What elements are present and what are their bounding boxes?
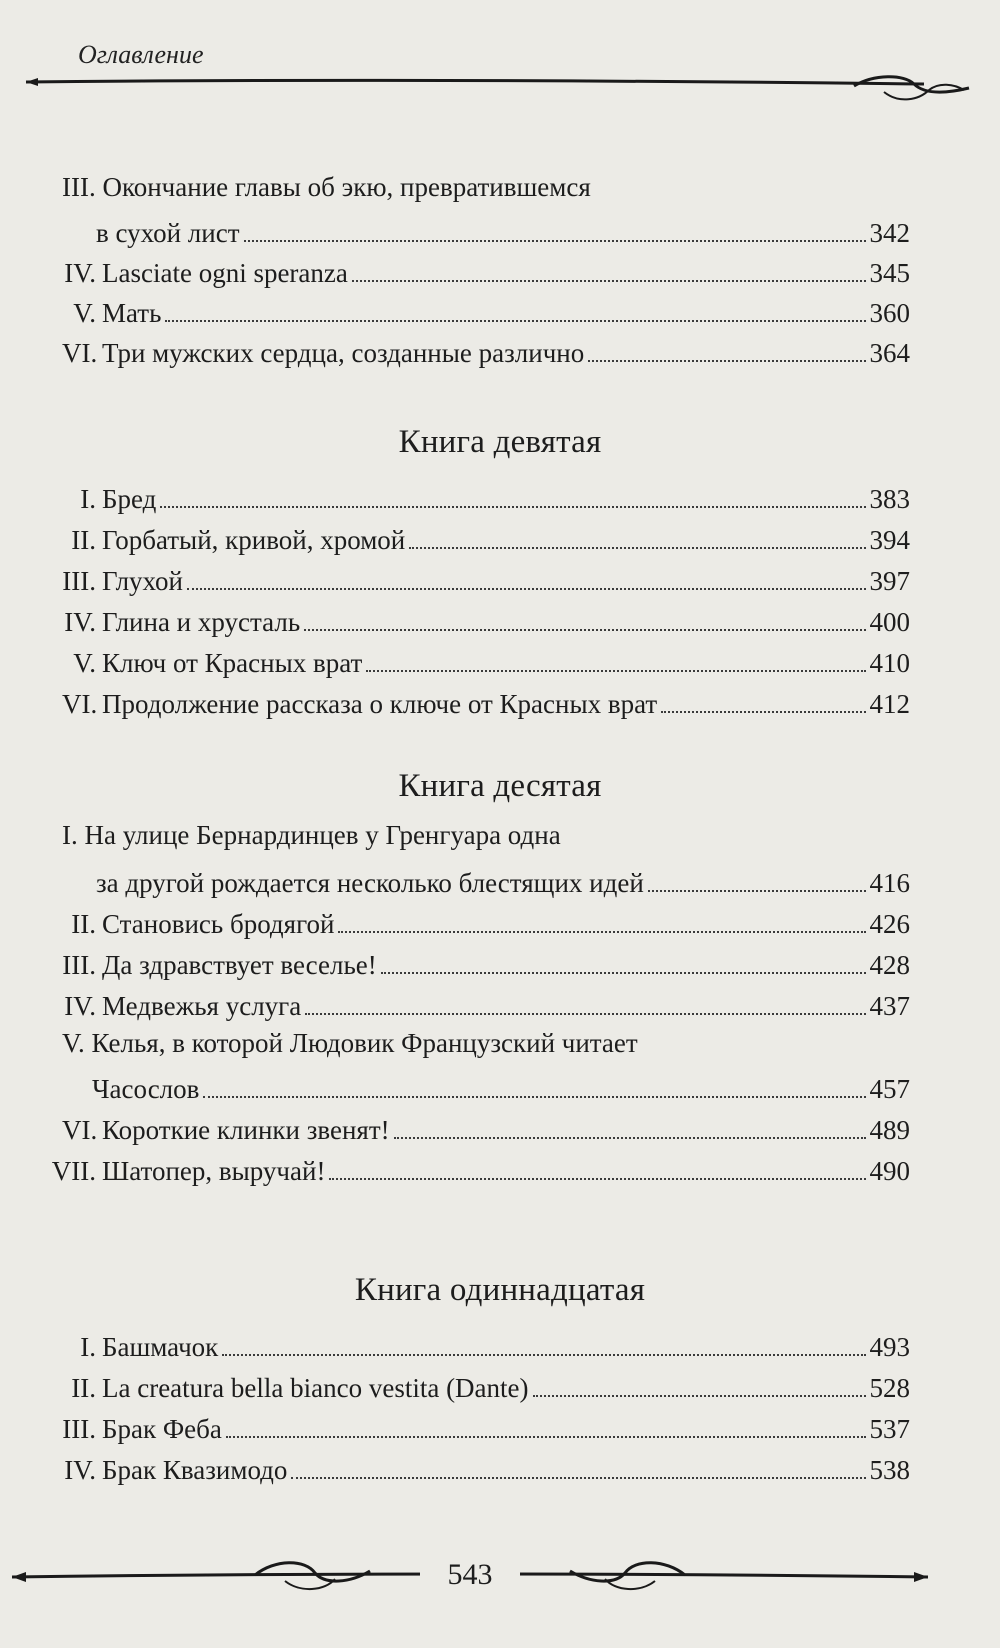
chapter-number: IV.: [64, 258, 96, 288]
dot-leader: [329, 1177, 865, 1180]
toc-entry[interactable]: [62, 946, 910, 982]
dot-leader: [533, 1394, 866, 1397]
chapter-title: за другой рождается несколько блестящих идей: [96, 868, 644, 898]
chapter-number: I.: [80, 1332, 96, 1362]
dot-leader: [304, 628, 865, 631]
dot-leader: [291, 1476, 865, 1479]
toc-entry[interactable]: [52, 1410, 910, 1446]
chapter-title: Короткие клинки звенят!: [102, 1115, 390, 1145]
chapter-title: Становись бродягой: [102, 909, 335, 939]
chapter-number: V.: [73, 648, 96, 678]
chapter-title: Бред: [102, 484, 157, 514]
page-ref: 400: [869, 607, 910, 637]
chapter-title: Глухой: [102, 566, 183, 596]
dot-leader: [366, 669, 865, 672]
page-ref: 360: [869, 298, 910, 328]
page-ref: 416: [869, 868, 910, 898]
toc-entry[interactable]: [62, 334, 910, 370]
dot-leader: [160, 505, 865, 508]
toc-entry[interactable]: [48, 1152, 910, 1188]
toc-entry[interactable]: [62, 603, 910, 639]
dot-leader: [187, 587, 866, 590]
chapter-number: IV.: [64, 991, 96, 1021]
page-ref: 528: [869, 1373, 910, 1403]
dot-leader: [203, 1095, 865, 1098]
chapter-number: VI.: [62, 1115, 98, 1145]
book-title: Книга девятая: [398, 424, 602, 460]
running-head: Оглавление: [78, 40, 204, 69]
toc-entry[interactable]: [62, 1369, 910, 1405]
toc-entry[interactable]: [62, 1111, 910, 1147]
chapter-number: III.: [62, 950, 96, 980]
chapter-number: V.: [73, 298, 96, 328]
chapter-title: Lasciate ogni speranza: [102, 258, 348, 288]
dot-leader: [588, 359, 865, 362]
page-ref: 489: [869, 1115, 910, 1145]
chapter-title: Брак Феба: [102, 1414, 222, 1444]
toc-entry[interactable]: [62, 685, 910, 721]
dot-leader: [394, 1136, 866, 1139]
toc-entry[interactable]: [62, 294, 910, 330]
page-ref: 537: [869, 1414, 910, 1444]
toc-entry[interactable]: [62, 987, 910, 1023]
dot-leader: [244, 239, 866, 242]
toc-entry[interactable]: [62, 644, 910, 680]
page-ref: 457: [869, 1074, 910, 1104]
page-ref: 383: [869, 484, 910, 514]
dot-leader: [222, 1353, 865, 1356]
toc-entry[interactable]: [62, 254, 910, 290]
page-ref: 397: [869, 566, 910, 596]
chapter-title: Три мужских сердца, созданные различно: [102, 338, 585, 368]
chapter-number: II.: [71, 525, 96, 555]
chapter-number: III.: [62, 566, 96, 596]
chapter-title: Мать: [102, 298, 162, 328]
chapter-title: Брак Квазимодо: [102, 1455, 288, 1485]
chapter-number: II.: [71, 909, 96, 939]
chapter-title: Часослов: [92, 1074, 200, 1104]
chapter-number: IV.: [64, 1455, 96, 1485]
chapter-title: Башмачок: [102, 1332, 219, 1362]
toc-entry[interactable]: [52, 1451, 910, 1487]
book-title: Книга десятая: [398, 768, 602, 804]
chapter-title: Продолжение рассказа о ключе от Красных врат: [102, 689, 658, 719]
chapter-title: Да здравствует веселье!: [102, 950, 377, 980]
page-ref: 426: [869, 909, 910, 939]
dot-leader: [409, 546, 865, 549]
page-ref: 342: [869, 218, 910, 248]
page-number: 543: [420, 1558, 520, 1592]
toc-entry[interactable]: [62, 1328, 910, 1364]
chapter-title: Медвежья услуга: [102, 991, 302, 1021]
toc-entry-line1: [62, 820, 561, 851]
page-ref: 394: [869, 525, 910, 555]
chapter-title: La creatura bella bianco vestita (Dante): [102, 1373, 529, 1403]
book-title: Книга одиннадцатая: [354, 1272, 646, 1308]
chapter-number: IV.: [64, 607, 96, 637]
dot-leader: [338, 930, 865, 933]
dot-leader: [305, 1012, 865, 1015]
toc-entry[interactable]: [62, 521, 910, 557]
chapter-number: III.: [62, 1414, 96, 1444]
page-ref: 538: [869, 1455, 910, 1485]
toc-entry[interactable]: [62, 905, 910, 941]
chapter-number: I.: [62, 820, 78, 850]
chapter-title: Келья, в которой Людовик Французский читает: [91, 1028, 638, 1058]
chapter-title: На улице Бернардинцев у Гренгуара одна: [84, 820, 561, 850]
dot-leader: [226, 1435, 866, 1438]
page-ref: 364: [869, 338, 910, 368]
page-ref: 437: [869, 991, 910, 1021]
chapter-title: Глина и хрусталь: [102, 607, 301, 637]
chapter-number: VI.: [62, 689, 98, 719]
page-ref: 345: [869, 258, 910, 288]
chapter-title: Горбатый, кривой, хромой: [102, 525, 406, 555]
dot-leader: [661, 710, 865, 713]
toc-entry[interactable]: [62, 1070, 910, 1106]
chapter-title: в сухой лист: [96, 218, 240, 248]
dot-leader: [352, 279, 866, 282]
chapter-number: III.: [62, 172, 96, 202]
dot-leader: [165, 319, 865, 322]
toc-entry[interactable]: [62, 480, 910, 516]
page-ref: 428: [869, 950, 910, 980]
toc-entry[interactable]: [62, 562, 910, 598]
page-ref: 490: [869, 1156, 910, 1186]
chapter-number: I.: [80, 484, 96, 514]
toc-entry[interactable]: [62, 214, 910, 250]
toc-entry-line1: [62, 1028, 638, 1059]
chapter-number: VI.: [62, 338, 98, 368]
chapter-number: II.: [71, 1373, 96, 1403]
header-ornament-rule: [24, 70, 974, 120]
page-ref: 410: [869, 648, 910, 678]
chapter-title: Ключ от Красных врат: [102, 648, 363, 678]
chapter-title: Шатопер, выручай!: [102, 1156, 326, 1186]
page-ref: 412: [869, 689, 910, 719]
chapter-title: Окончание главы об экю, превратившемся: [102, 172, 591, 202]
chapter-number: V.: [62, 1028, 85, 1058]
toc-entry[interactable]: [62, 864, 910, 900]
dot-leader: [381, 971, 866, 974]
toc-entry-line1: [62, 172, 591, 203]
page-ref: 493: [869, 1332, 910, 1362]
dot-leader: [648, 889, 866, 892]
chapter-number: VII.: [51, 1156, 96, 1186]
